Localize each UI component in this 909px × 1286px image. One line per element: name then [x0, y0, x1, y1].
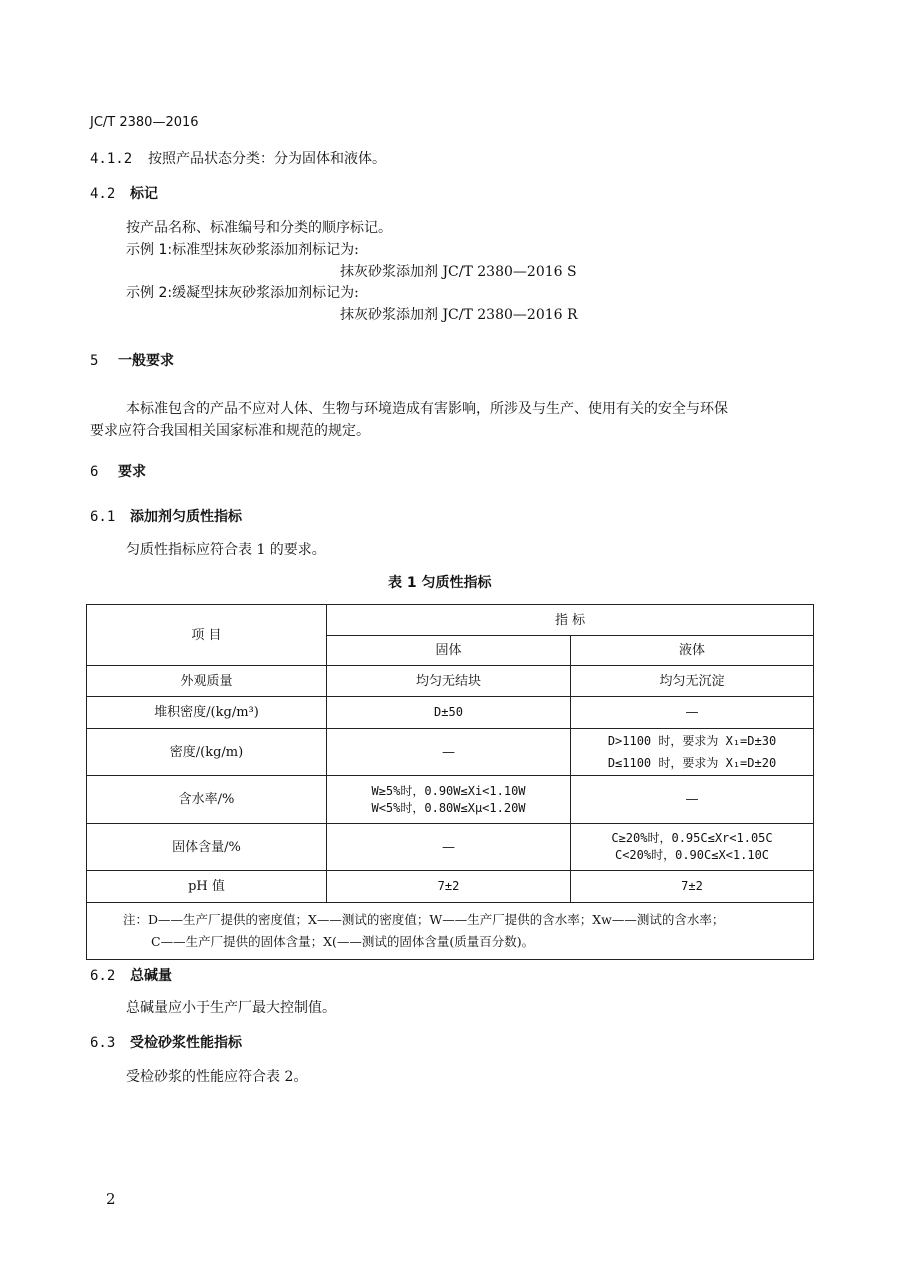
row-solid: —	[327, 824, 571, 871]
section-number: 6.3	[90, 1035, 116, 1051]
row-liquid: 均匀无沉淀	[571, 666, 814, 697]
section-number: 4.1.2	[90, 151, 133, 167]
header-index: 指 标	[327, 605, 814, 636]
solid-line-1: W≥5%时，0.90W≤Xi<1.10W	[371, 783, 526, 798]
section-title: 总碱量	[130, 968, 172, 984]
section-title: 添加剂匀质性指标	[130, 509, 242, 525]
example-label: 示例 2:	[126, 285, 173, 301]
row-solid	[327, 776, 571, 824]
standard-code: JC/T 2380—2016	[90, 115, 199, 130]
section-number: 6.2	[90, 968, 116, 984]
example-label: 示例 1:	[126, 242, 173, 258]
example-2	[126, 284, 359, 302]
example-1-mark: 抹灰砂浆添加剂 JC/T 2380—2016 S	[340, 264, 577, 280]
row-liquid	[571, 824, 814, 871]
section-number: 5	[90, 353, 99, 369]
table-row	[87, 776, 814, 824]
example-2-mark: 抹灰砂浆添加剂 JC/T 2380—2016 R	[340, 307, 578, 323]
liquid-line-2: D≤1100 时，要求为 X₁=D±20	[607, 756, 777, 770]
row-liquid: 7±2	[571, 871, 814, 903]
note-line-2: C——生产厂提供的固体含量；X(——测试的固体含量(质量百分数)。	[151, 934, 535, 949]
section-6-heading	[90, 463, 146, 481]
marking-rule-text: 按产品名称、标准编号和分类的顺序标记。	[126, 220, 392, 236]
table-row	[87, 871, 814, 903]
note-line-1: 注：D——生产厂提供的密度值；X——测试的密度值；W——生产厂提供的含水率；Xw——测试的含水率；	[123, 912, 725, 927]
solid-line-2: W<5%时，0.80W≤Xμ<1.20W	[371, 800, 526, 815]
table-row	[87, 697, 814, 729]
section-5-body-line-1: 本标准包含的产品不应对人体、生物与环境造成有害影响，所涉及与生产、使用有关的安全与环保	[126, 401, 728, 417]
liquid-line-1: D>1100 时，要求为 X₁=D±30	[607, 734, 777, 748]
table-row	[87, 666, 814, 697]
row-liquid: —	[571, 776, 814, 824]
row-liquid: —	[571, 697, 814, 729]
row-item: 外观质量	[87, 666, 327, 697]
section-number: 4.2	[90, 186, 116, 202]
header-item: 项 目	[87, 605, 327, 666]
table-note	[87, 903, 814, 960]
example-text: 标准型抹灰砂浆添加剂标记为:	[172, 242, 359, 258]
uniformity-table	[86, 604, 813, 960]
row-solid: —	[327, 729, 571, 776]
section-5-body-line-2: 要求应符合我国相关国家标准和规范的规定。	[90, 423, 370, 439]
row-item: 密度/(kg/m)	[87, 729, 327, 776]
row-item: 堆积密度/(kg/m³)	[87, 697, 327, 729]
section-6-3-body: 受检砂浆的性能应符合表 2。	[126, 1069, 308, 1085]
page-number: 2	[106, 1190, 116, 1208]
section-number: 6.1	[90, 509, 116, 525]
section-text: 按照产品状态分类：分为固体和液体。	[148, 151, 386, 167]
section-4-1-2	[90, 150, 386, 168]
section-6-2-body: 总碱量应小于生产厂最大控制值。	[126, 1000, 336, 1016]
row-solid: 均匀无结块	[327, 666, 571, 697]
liquid-line-1: C≥20%时，0.95C≤Xr<1.05C	[611, 831, 773, 845]
table-row	[87, 729, 814, 776]
section-title: 标记	[130, 186, 158, 202]
section-title: 受检砂浆性能指标	[130, 1035, 242, 1051]
row-liquid	[571, 729, 814, 776]
table-1-caption: 表 1 匀质性指标	[388, 575, 492, 591]
section-6-1-body: 匀质性指标应符合表 1 的要求。	[126, 542, 326, 558]
row-solid: 7±2	[327, 871, 571, 903]
row-solid: D±50	[327, 697, 571, 729]
section-6-1-heading	[90, 508, 242, 526]
example-text: 缓凝型抹灰砂浆添加剂标记为:	[172, 285, 359, 301]
section-4-2-heading	[90, 185, 158, 203]
section-6-2-heading	[90, 967, 172, 985]
section-title: 要求	[118, 464, 146, 480]
row-item: 含水率/%	[87, 776, 327, 824]
liquid-line-2: C<20%时，0.90C≤X<1.10C	[614, 848, 770, 862]
section-title: 一般要求	[118, 353, 174, 369]
section-number: 6	[90, 464, 99, 480]
section-5-heading	[90, 352, 174, 370]
table-row	[87, 824, 814, 871]
header-solid: 固体	[327, 636, 571, 666]
row-item: pH 值	[87, 871, 327, 903]
row-item: 固体含量/%	[87, 824, 327, 871]
header-liquid: 液体	[571, 636, 814, 666]
section-6-3-heading	[90, 1034, 242, 1052]
example-1	[126, 241, 359, 259]
